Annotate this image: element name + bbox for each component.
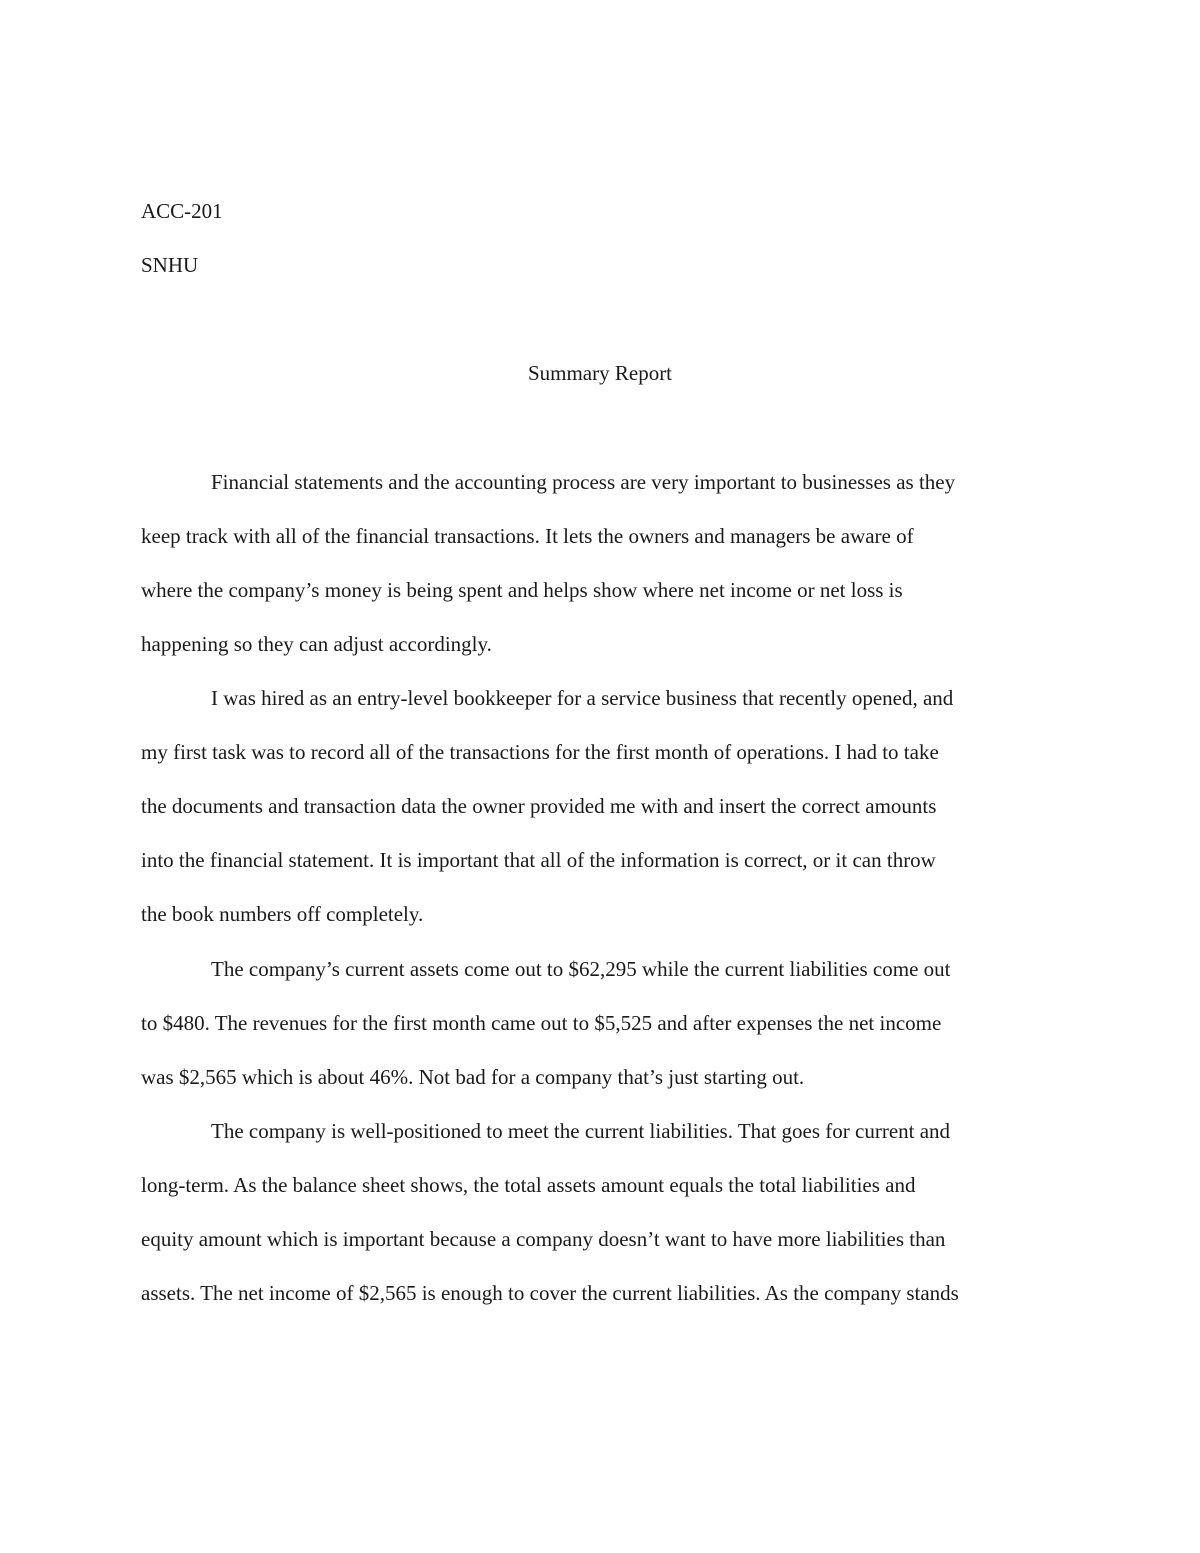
paragraph-1-line-3: where the company’s money is being spent and helps show where net income or net loss is xyxy=(141,578,903,602)
paragraph-4-line-4: assets. The net income of $2,565 is enough to cover the current liabilities. As the company stands xyxy=(141,1281,959,1305)
paragraph-2-line-1: I was hired as an entry-level bookkeeper for a service business that recently opened, and xyxy=(211,686,954,710)
paragraph-2-line-2: my first task was to record all of the transactions for the first month of operations. I had to take xyxy=(141,740,939,764)
paragraph-4-line-2: long-term. As the balance sheet shows, the total assets amount equals the total liabilities and xyxy=(141,1173,916,1197)
paragraph-4-line-3: equity amount which is important because a company doesn’t want to have more liabilities than xyxy=(141,1227,946,1251)
paragraph-1-line-1: Financial statements and the accounting process are very important to businesses as they xyxy=(211,470,956,494)
document-title: Summary Report xyxy=(527,361,673,385)
paragraph-2-line-4: into the financial statement. It is important that all of the information is correct, or it can throw xyxy=(141,848,936,872)
paragraph-3-line-3: was $2,565 which is about 46%. Not bad for a company that’s just starting out. xyxy=(141,1065,805,1089)
paragraph-3-line-2: to $480. The revenues for the first month came out to $5,525 and after expenses the net income xyxy=(141,1011,942,1035)
paragraph-2-line-3: the documents and transaction data the owner provided me with and insert the correct amounts xyxy=(141,794,937,818)
paragraph-3-line-1: The company’s current assets come out to $62,295 while the current liabilities come out xyxy=(211,957,951,981)
paragraph-1-line-4: happening so they can adjust accordingly. xyxy=(141,632,492,656)
course-code: ACC-201 xyxy=(141,199,223,223)
paragraph-2-line-5: the book numbers off completely. xyxy=(141,902,424,926)
paragraph-4-line-1: The company is well-positioned to meet the current liabilities. That goes for current and xyxy=(211,1119,951,1143)
school-name: SNHU xyxy=(141,253,199,277)
paragraph-1-line-2: keep track with all of the financial transactions. It lets the owners and managers be aware of xyxy=(141,524,914,548)
